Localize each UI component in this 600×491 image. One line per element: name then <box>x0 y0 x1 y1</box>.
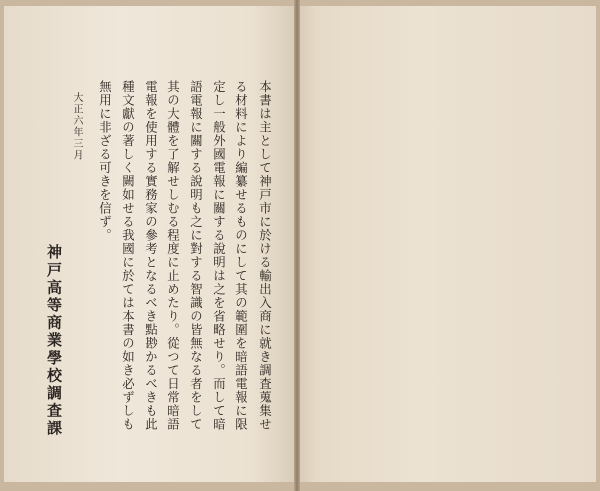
preface-line-4: 語電報に關する說明も之に對する智識の皆無なる者をして <box>188 80 204 431</box>
book-gutter <box>294 0 300 491</box>
preface-date: 大正六年三月 <box>71 92 82 161</box>
preface-organization: 神戸高等商業學校調査課 <box>45 244 63 438</box>
preface-line-8: 無用に非ざる可きを信ず。 <box>97 80 113 242</box>
preface-line-7: 種文獻の著しく闕如せる我國に於ては本書の如き必ずしも <box>120 80 136 431</box>
right-page <box>298 6 596 482</box>
preface-line-3: 定し一般外國電報に關する說明は之を省略せり。而して暗 <box>211 80 227 431</box>
preface-line-2: る材料により編纂せるものにして其の範圍を暗語電報に限 <box>233 80 249 431</box>
preface-line-6: 電報を使用する實務家の參考となるべき點尠かるべきも此 <box>143 80 159 431</box>
preface-line-5: 其の大體を了解せしむる程度に止めたり。從つて日常暗語 <box>165 80 181 431</box>
preface-line-1: 本書は主として神戸市に於ける輸出入商に就き調査蒐集せ <box>257 80 273 431</box>
